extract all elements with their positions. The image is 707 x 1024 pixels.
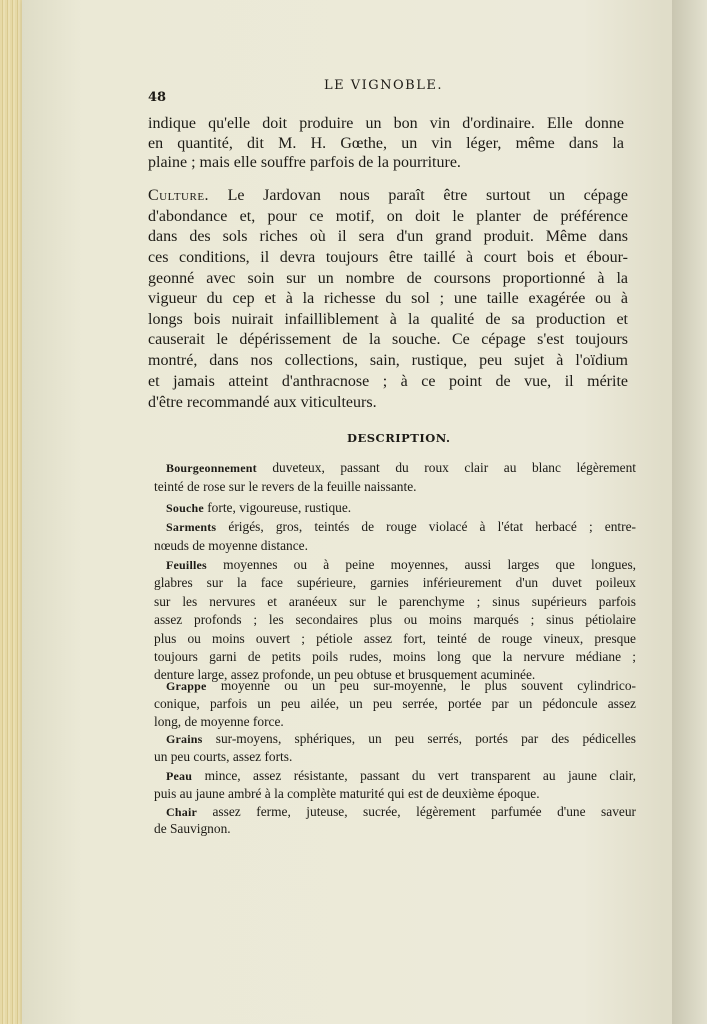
line-text: causerait le dépérissement de la souche. Ce cépage s'est toujours	[148, 331, 628, 348]
text-line	[154, 821, 636, 837]
text-line	[148, 228, 628, 246]
line-text: long, de moyenne force.	[154, 714, 284, 729]
text-line	[154, 479, 636, 495]
text-line	[148, 373, 628, 391]
entry-lead-term: Souche	[166, 501, 204, 515]
line-text: d'être recommandé aux viticulteurs.	[148, 394, 377, 411]
line-text: toujours garni de petits poils rudes, moins long que la nervure médiane ;	[154, 649, 636, 664]
text-line	[148, 290, 628, 308]
line-text: montré, dans nos collections, sain, rustique, peu sujet à l'oïdium	[148, 352, 628, 369]
line-text: forte, vigoureuse, rustique.	[203, 500, 352, 515]
text-line	[166, 731, 636, 747]
line-text: Le Jardovan nous paraît être surtout un cépage	[209, 187, 628, 204]
text-line	[154, 649, 636, 665]
text-line	[166, 804, 636, 820]
entry-lead-term: Chair	[166, 805, 197, 819]
text-line	[154, 749, 636, 765]
line-text: érigés, gros, teintés de rouge violacé à l'état herbacé ; entre-	[216, 519, 636, 534]
line-text: moyennes ou à peine moyennes, aussi larges que longues,	[206, 557, 636, 572]
text-line	[154, 714, 636, 730]
line-text: ces conditions, il devra toujours être taillé à court bois et ébour-	[148, 249, 628, 266]
entry-lead-term: Peau	[166, 769, 193, 783]
running-title: LE VIGNOBLE.	[323, 78, 443, 93]
facing-page-edge	[672, 0, 707, 1024]
line-text: mince, assez résistante, passant du vert transparent au jaune clair,	[192, 768, 636, 783]
line-text: duveteux, passant du roux clair au blanc légèrement	[256, 460, 636, 475]
page-number: 48	[148, 90, 167, 105]
line-text: moyenne ou un peu sur-moyenne, le plus souvent cylindrico-	[206, 678, 636, 693]
line-text: plus ou moins ouvert ; pétiole assez fort, teinté de rouge vineux, presque	[154, 631, 636, 646]
text-line	[148, 331, 628, 349]
line-text: puis au jaune ambré à la complète maturité qui est de deuxième époque.	[154, 786, 540, 801]
line-text: longs bois nuirait infailliblement à la qualité de sa production et	[148, 311, 628, 328]
text-line	[148, 311, 628, 329]
text-line	[148, 115, 624, 133]
text-line	[148, 352, 628, 370]
line-text: sur les nervures et aranéeux sur le parenchyme ; sinus supérieurs parfois	[154, 594, 636, 609]
text-line	[154, 612, 636, 628]
text-line	[154, 696, 636, 712]
line-text: glabres sur la face supérieure, garnies inférieurement d'un duvet poileux	[154, 575, 636, 590]
text-line	[148, 135, 624, 153]
line-text: sur-moyens, sphériques, un peu serrés, portés par des pédicelles	[202, 731, 636, 746]
line-text: conique, parfois un peu ailée, un peu serrée, portée par un pédoncule assez	[154, 696, 636, 711]
line-text: de Sauvignon.	[154, 821, 231, 836]
line-text: et jamais atteint d'anthracnose ; à ce point de vue, il mérite	[148, 373, 628, 390]
line-text: denture large, assez profonde, un peu obtuse et brusquement acuminée.	[154, 667, 536, 682]
text-line	[154, 594, 636, 610]
text-line	[166, 678, 636, 694]
text-line	[148, 208, 628, 226]
entry-lead-term: Grains	[166, 732, 203, 746]
entry-lead-term: Bourgeonnement	[166, 461, 257, 475]
text-line	[148, 270, 628, 288]
text-line	[154, 575, 636, 591]
description-heading: DESCRIPTION.	[347, 431, 451, 445]
text-line	[166, 557, 636, 573]
text-line	[166, 519, 636, 535]
line-text: nœuds de moyenne distance.	[154, 538, 308, 553]
line-text: d'abondance et, pour ce motif, on doit le planter de préférence	[148, 208, 628, 225]
entry-lead-term: Feuilles	[166, 558, 207, 572]
text-line	[148, 394, 628, 412]
text-line	[166, 460, 636, 476]
text-line	[154, 631, 636, 647]
text-line	[154, 786, 636, 802]
line-text: en quantité, dit M. H. Gœthe, un vin léger, même dans la	[148, 135, 624, 152]
line-text: indique qu'elle doit produire un bon vin d'ordinaire. Elle donne	[148, 115, 624, 132]
line-text: dans des sols riches où il sera d'un grand produit. Même dans	[148, 228, 628, 245]
line-text: teinté de rose sur le revers de la feuille naissante.	[154, 479, 417, 494]
line-text: un peu courts, assez forts.	[154, 749, 293, 764]
text-line	[154, 538, 636, 554]
line-text: plaine ; mais elle souffre parfois de la pourriture.	[148, 154, 461, 171]
entry-lead-term: Culture.	[148, 187, 210, 204]
line-text: geonné avec soin sur un nombre de coursons proportionné à la	[148, 270, 628, 287]
text-line	[148, 154, 624, 172]
line-text: assez profonds ; les secondaires plus ou moins marqués ; sinus pétiolaire	[154, 612, 636, 627]
text-line	[166, 768, 636, 784]
text-line	[148, 187, 628, 205]
text-line	[148, 249, 628, 267]
line-text: vigueur du cep et à la richesse du sol ; une taille exagérée ou à	[148, 290, 628, 307]
entry-lead-term: Sarments	[166, 520, 217, 534]
text-line	[166, 500, 636, 516]
entry-lead-term: Grappe	[166, 679, 207, 693]
line-text: assez ferme, juteuse, sucrée, légèrement parfumée d'une saveur	[197, 804, 636, 819]
